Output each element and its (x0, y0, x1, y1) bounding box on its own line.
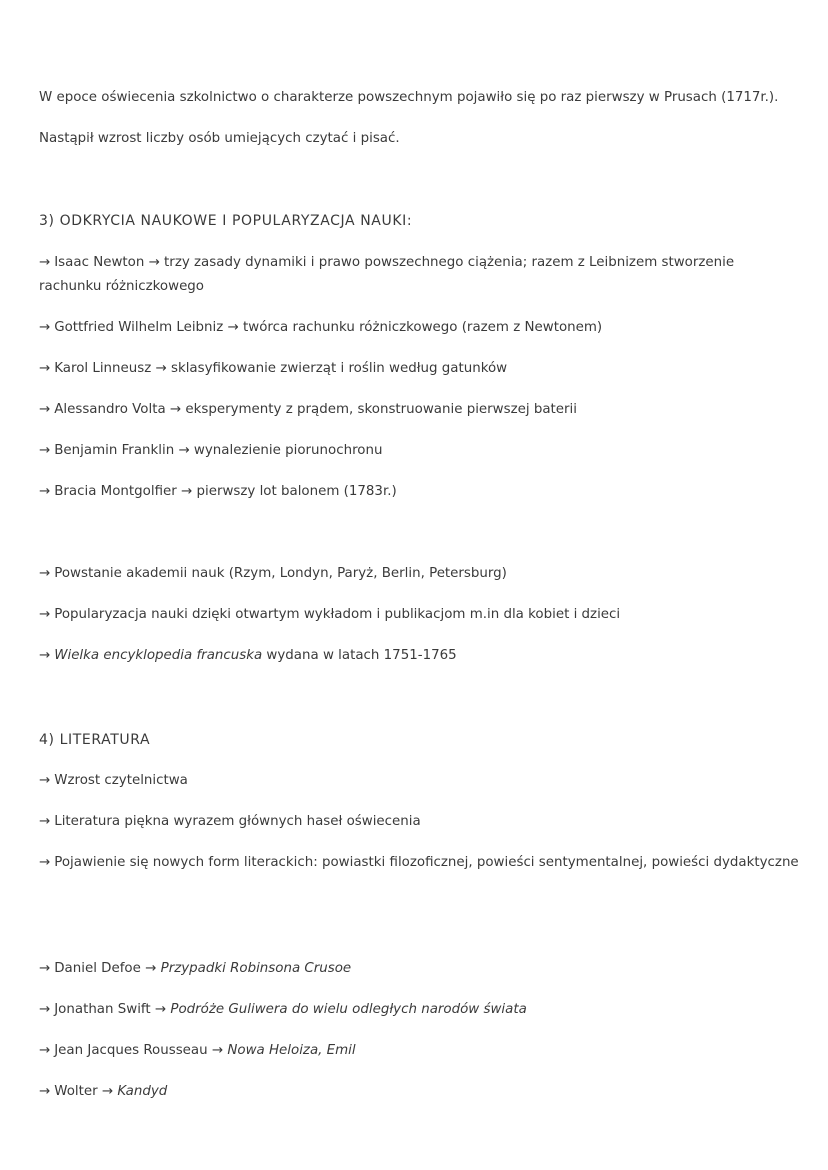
arrow-icon: → (39, 961, 51, 976)
work-title: Przypadki Robinsona Crusoe (160, 961, 352, 976)
list-item-popularization (39, 603, 799, 627)
list-item-academies (39, 562, 799, 586)
list-item-text: Karol Linneusz → sklasyfikowanie zwierząt i roślin według gatunków (54, 361, 508, 376)
work-title: Kandyd (117, 1084, 168, 1099)
arrow-icon: → (39, 443, 51, 458)
list-item-leibniz (39, 316, 799, 340)
list-item-franklin (39, 439, 799, 463)
list-item-text: Isaac Newton → trzy zasady dynamiki i prawo powszechnego ciążenia; razem z Leibnizem stworzenie rachunku różniczkowego (39, 255, 735, 294)
work-title: Nowa Heloiza, Emil (227, 1043, 356, 1058)
list-item-wolter (39, 1080, 799, 1104)
arrow-icon: → (39, 648, 51, 663)
list-item-text: Powstanie akademii nauk (Rzym, Londyn, Paryż, Berlin, Petersburg) (54, 566, 507, 581)
intro-paragraph-1: W epoce oświecenia szkolnictwo o charakterze powszechnym pojawiło się po raz pierwszy w Prusach (1717r.). (39, 90, 779, 105)
arrow-icon: → (39, 1043, 51, 1058)
list-item-rousseau (39, 1039, 799, 1063)
list-item-text: Popularyzacja nauki dzięki otwartym wykładom i publikacjom m.in dla kobiet i dzieci (54, 607, 621, 622)
list-item-text: Gottfried Wilhelm Leibniz → twórca rachunku różniczkowego (razem z Newtonem) (54, 320, 603, 335)
author-name: Jean Jacques Rousseau → (54, 1043, 224, 1058)
arrow-icon: → (39, 814, 51, 829)
arrow-icon: → (39, 320, 51, 335)
arrow-icon: → (39, 566, 51, 581)
arrow-icon: → (39, 773, 51, 788)
arrow-icon: → (39, 1084, 51, 1099)
encyclopedia-title: Wielka encyklopedia francuska (54, 648, 263, 663)
list-item-newton (39, 251, 799, 299)
list-item-defoe (39, 957, 799, 981)
work-title: Podróże Guliwera do wielu odległych narodów świata (170, 1002, 527, 1017)
list-item-text: Alessandro Volta → eksperymenty z prądem, skonstruowanie pierwszej baterii (54, 402, 577, 417)
list-item-readership (39, 769, 799, 793)
arrow-icon: → (39, 1002, 51, 1017)
arrow-icon: → (39, 855, 51, 870)
arrow-icon: → (39, 402, 51, 417)
arrow-icon: → (39, 361, 51, 376)
list-item-text: Bracia Montgolfier → pierwszy lot balonem (1783r.) (54, 484, 397, 499)
intro-paragraph-2: Nastąpił wzrost liczby osób umiejących czytać i pisać. (39, 131, 400, 146)
arrow-icon: → (39, 607, 51, 622)
encyclopedia-rest: wydana w latach 1751-1765 (262, 648, 457, 663)
author-name: Wolter → (54, 1084, 114, 1099)
list-item-new-forms (39, 851, 799, 875)
list-item-text: Literatura piękna wyrazem głównych haseł oświecenia (54, 814, 421, 829)
list-item-text: Benjamin Franklin → wynalezienie piorunochronu (54, 443, 383, 458)
list-item-montgolfier (39, 480, 799, 504)
list-item-linneusz (39, 357, 799, 381)
list-item-text: Pojawienie się nowych form literackich: powiastki filozoficznej, powieści sentymentalnej, powieści dydaktyczne (54, 855, 799, 870)
author-name: Daniel Defoe → (54, 961, 157, 976)
list-item-text: Wzrost czytelnictwa (54, 773, 188, 788)
section-3-heading: 3) ODKRYCIA NAUKOWE I POPULARYZACJA NAUKI: (39, 213, 413, 229)
list-item-swift (39, 998, 799, 1022)
list-item-volta (39, 398, 799, 422)
section-4-heading: 4) LITERATURA (39, 732, 151, 748)
list-item-encyclopedia (39, 644, 799, 668)
arrow-icon: → (39, 484, 51, 499)
arrow-icon: → (39, 255, 51, 270)
author-name: Jonathan Swift → (54, 1002, 167, 1017)
list-item-literature (39, 810, 799, 834)
